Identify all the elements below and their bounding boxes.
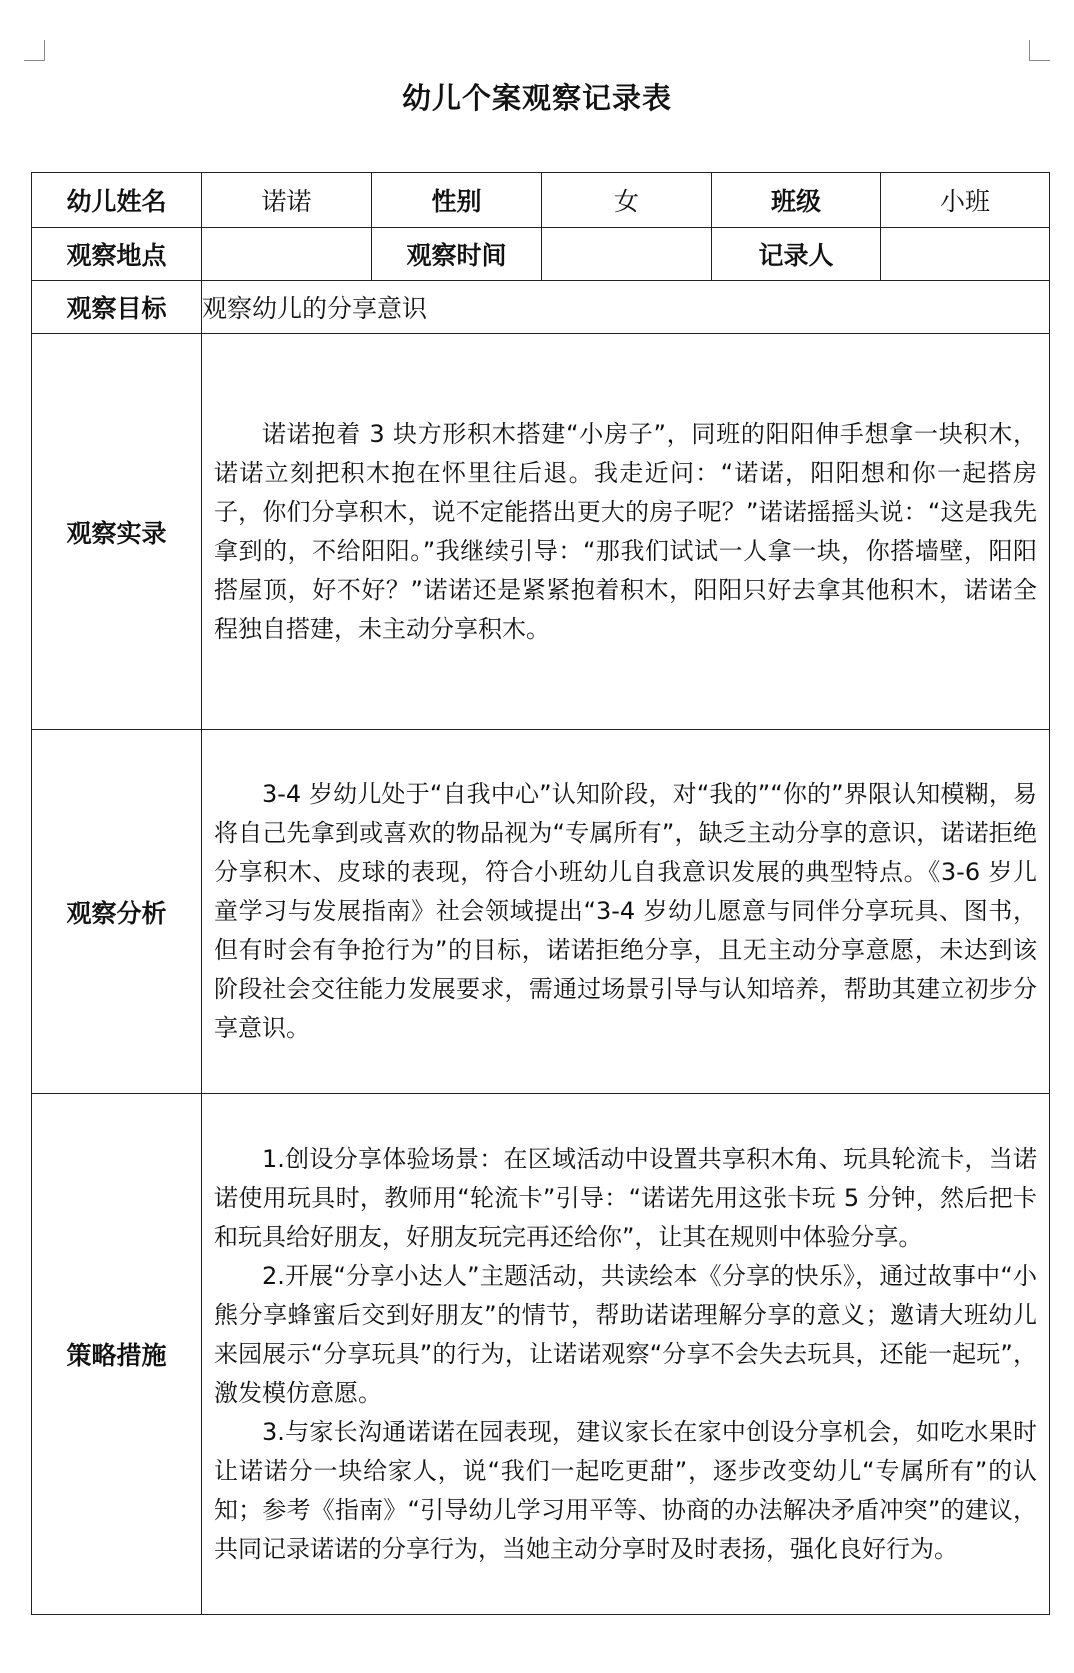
record-row <box>32 334 1050 730</box>
gender-value: 女 <box>542 173 712 228</box>
child-name-value: 诺诺 <box>202 173 372 228</box>
strategy-paragraph-1: 1.创设分享体验场景：在区域活动中设置共享积木角、玩具轮流卡，当诺诺使用玩具时，教师用“轮流卡”引导：“诺诺先用这张卡玩 5 分钟，然后把卡和玩具给好朋友，好朋友玩完再还给你”，让其在规则中体验分享。 <box>214 1144 1037 1251</box>
observation-time-value <box>542 228 712 281</box>
observation-place-label: 观察地点 <box>32 228 202 281</box>
info-row-2 <box>32 228 1050 281</box>
observation-record-cell <box>202 334 1050 730</box>
class-label: 班级 <box>712 173 881 228</box>
observation-analysis-cell <box>202 730 1050 1094</box>
strategy-paragraph-2: 2.开展“分享小达人”主题活动，共读绘本《分享的快乐》，通过故事中“小熊分享蜂蜜后交到好朋友”的情节，帮助诺诺理解分享的意义；邀请大班幼儿来园展示“分享玩具”的行为，让诺诺观察“分享不会失去玩具，还能一起玩”，激发模仿意愿。 <box>214 1261 1037 1407</box>
page-corner-mark-top-left <box>24 40 45 61</box>
recorder-value <box>881 228 1050 281</box>
observation-time-label: 观察时间 <box>372 228 542 281</box>
strategy-measures-cell <box>202 1094 1050 1615</box>
observation-analysis-paragraph: 3-4 岁幼儿处于“自我中心”认知阶段，对“我的”“你的”界限认知模糊，易将自己先拿到或喜欢的物品视为“专属所有”，缺乏主动分享的意识，诺诺拒绝分享积木、皮球的表现，符合小班幼儿自我意识发展的典型特点。《3-6 岁儿童学习与发展指南》社会领域提出“3-4 岁幼儿愿意与同伴分享玩具、图书，但有时会有争抢行为”的目标，诺诺拒绝分享，且无主动分享意愿，未达到该阶段社会交往能力发展要求，需通过场景引导与认知培养，帮助其建立初步分享意识。 <box>214 780 1037 1042</box>
strategy-row <box>32 1094 1050 1615</box>
observation-analysis-label: 观察分析 <box>32 730 202 1094</box>
observation-goal-value: 观察幼儿的分享意识 <box>202 281 1050 334</box>
goal-row <box>32 281 1050 334</box>
observation-record-label: 观察实录 <box>32 334 202 730</box>
child-name-label: 幼儿姓名 <box>32 173 202 228</box>
observation-goal-label: 观察目标 <box>32 281 202 334</box>
class-value: 小班 <box>881 173 1050 228</box>
observation-record-table <box>31 172 1050 1615</box>
observation-record-paragraph: 诺诺抱着 3 块方形积木搭建“小房子”，同班的阳阳伸手想拿一块积木，诺诺立刻把积木抱在怀里往后退。我走近问：“诺诺，阳阳想和你一起搭房子，你们分享积木，说不定能搭出更大的房子呢？”诺诺摇摇头说：“这是我先拿到的，不给阳阳。”我继续引导：“那我们试试一人拿一块，你搭墙壁，阳阳搭屋顶，好不好？”诺诺还是紧紧抱着积木，阳阳只好去拿其他积木，诺诺全程独自搭建，未主动分享积木。 <box>214 419 1037 643</box>
observation-place-value <box>202 228 372 281</box>
strategy-measures-label: 策略措施 <box>32 1094 202 1615</box>
document-title: 幼儿个案观察记录表 <box>401 81 672 115</box>
gender-label: 性别 <box>372 173 542 228</box>
analysis-row <box>32 730 1050 1094</box>
info-row-1 <box>32 173 1050 228</box>
page-corner-mark-top-right <box>1029 40 1050 61</box>
strategy-paragraph-3: 3.与家长沟通诺诺在园表现，建议家长在家中创设分享机会，如吃水果时让诺诺分一块给家人，说“我们一起吃更甜”，逐步改变幼儿“专属所有”的认知；参考《指南》“引导幼儿学习用平等、协商的办法解决矛盾冲突”的建议，共同记录诺诺的分享行为，当她主动分享时及时表扬，强化良好行为。 <box>214 1417 1037 1563</box>
recorder-label: 记录人 <box>712 228 881 281</box>
